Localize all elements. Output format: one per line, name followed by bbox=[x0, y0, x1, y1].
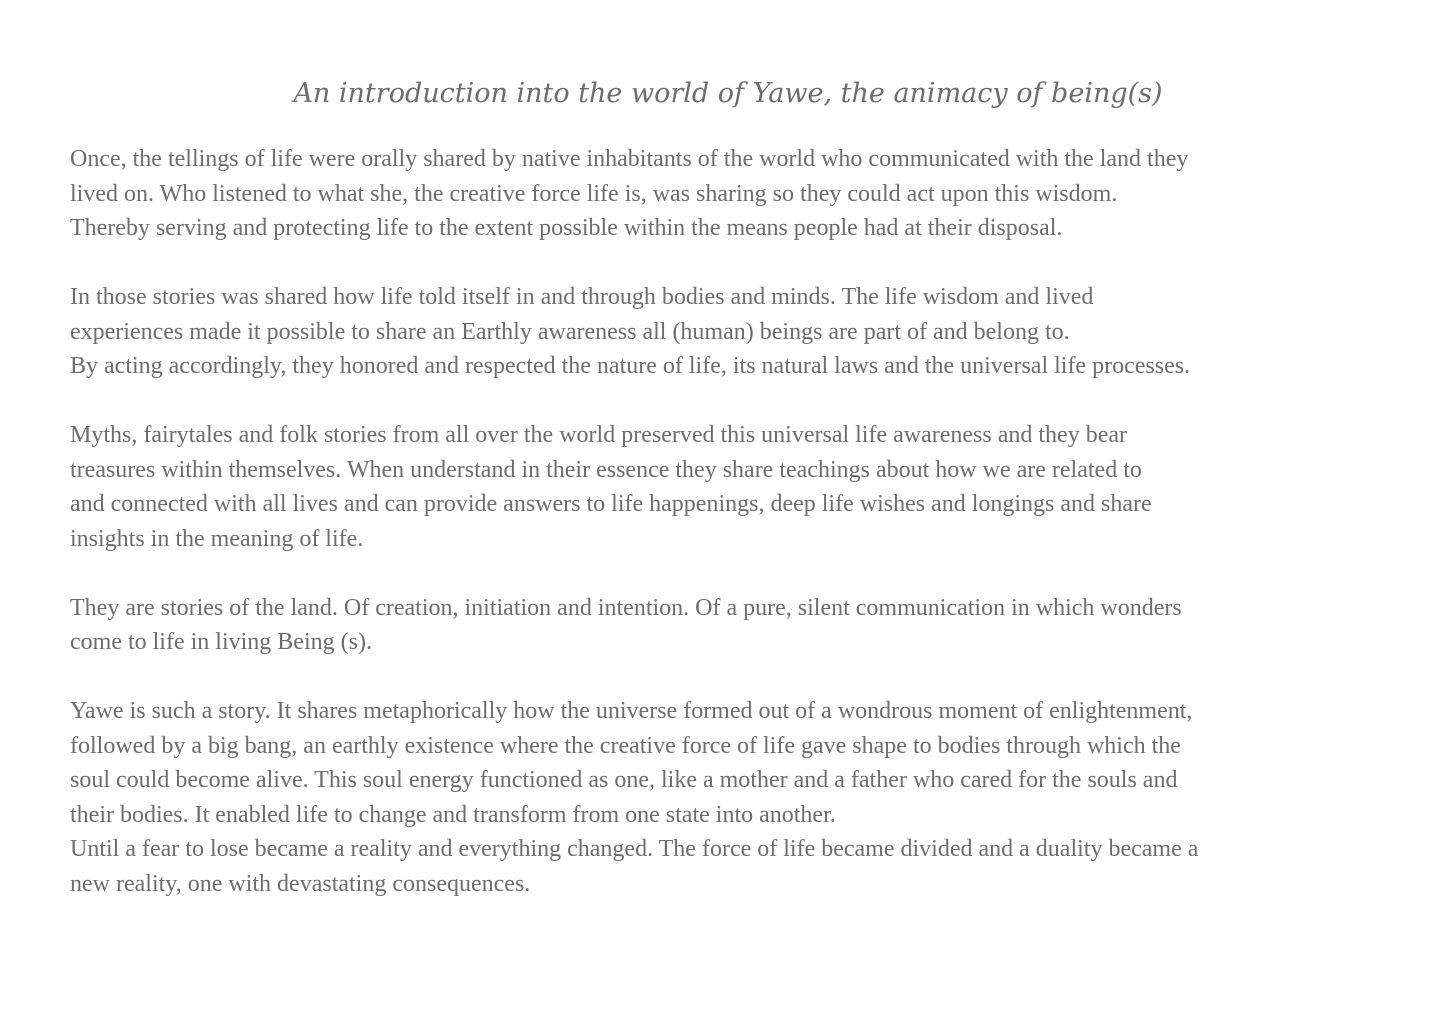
document-body bbox=[70, 142, 1386, 901]
paragraph-line: Yawe is such a story. It shares metaphorically how the universe formed out of a wondrous moment of enlightenment, bbox=[70, 698, 1193, 724]
document-title: An introduction into the world of Yawe, the animacy of being(s) bbox=[293, 78, 1163, 109]
paragraph-line: soul could become alive. This soul energy functioned as one, like a mother and a father who cared for the souls and bbox=[70, 767, 1178, 793]
paragraph-line: In those stories was shared how life told itself in and through bodies and minds. The life wisdom and lived bbox=[70, 284, 1094, 310]
paragraph-line: experiences made it possible to share an Earthly awareness all (human) beings are part of and belong to. bbox=[70, 318, 1070, 345]
paragraph-line: followed by a big bang, an earthly existence where the creative force of life gave shape to bodies through which the bbox=[70, 732, 1181, 759]
paragraph-2 bbox=[70, 280, 1386, 384]
paragraph-line: treasures within themselves. When understand in their essence they share teachings about how we are related to bbox=[70, 456, 1142, 483]
paragraph-line: They are stories of the land. Of creation, initiation and intention. Of a pure, silent communication in which wonders bbox=[70, 594, 1182, 621]
paragraph-line: insights in the meaning of life. bbox=[70, 525, 364, 552]
paragraph-5 bbox=[70, 694, 1386, 901]
paragraph-line: Thereby serving and protecting life to the extent possible within the means people had at their disposal. bbox=[70, 215, 1063, 241]
paragraph-line: lived on. Who listened to what she, the creative force life is, was sharing so they could act upon this wisdom. bbox=[70, 180, 1118, 207]
paragraph-line: Myths, fairytales and folk stories from all over the world preserved this universal life awareness and they bear bbox=[70, 422, 1127, 448]
paragraph-3 bbox=[70, 418, 1386, 556]
paragraph-line: come to life in living Being (s). bbox=[70, 629, 372, 655]
paragraph-1 bbox=[70, 142, 1386, 246]
paragraph-line: Until a fear to lose became a reality and everything changed. The force of life became divided and a duality became a bbox=[70, 836, 1199, 862]
paragraph-4 bbox=[70, 591, 1386, 660]
paragraph-line: their bodies. It enabled life to change and transform from one state into another. bbox=[70, 801, 836, 828]
paragraph-line: and connected with all lives and can provide answers to life happenings, deep life wishes and longings and share bbox=[70, 491, 1152, 517]
paragraph-line: Once, the tellings of life were orally shared by native inhabitants of the world who communicated with the land they bbox=[70, 146, 1189, 172]
paragraph-line: By acting accordingly, they honored and respected the nature of life, its natural laws and the universal life processes. bbox=[70, 353, 1191, 379]
paragraph-line: new reality, one with devastating consequences. bbox=[70, 870, 531, 897]
